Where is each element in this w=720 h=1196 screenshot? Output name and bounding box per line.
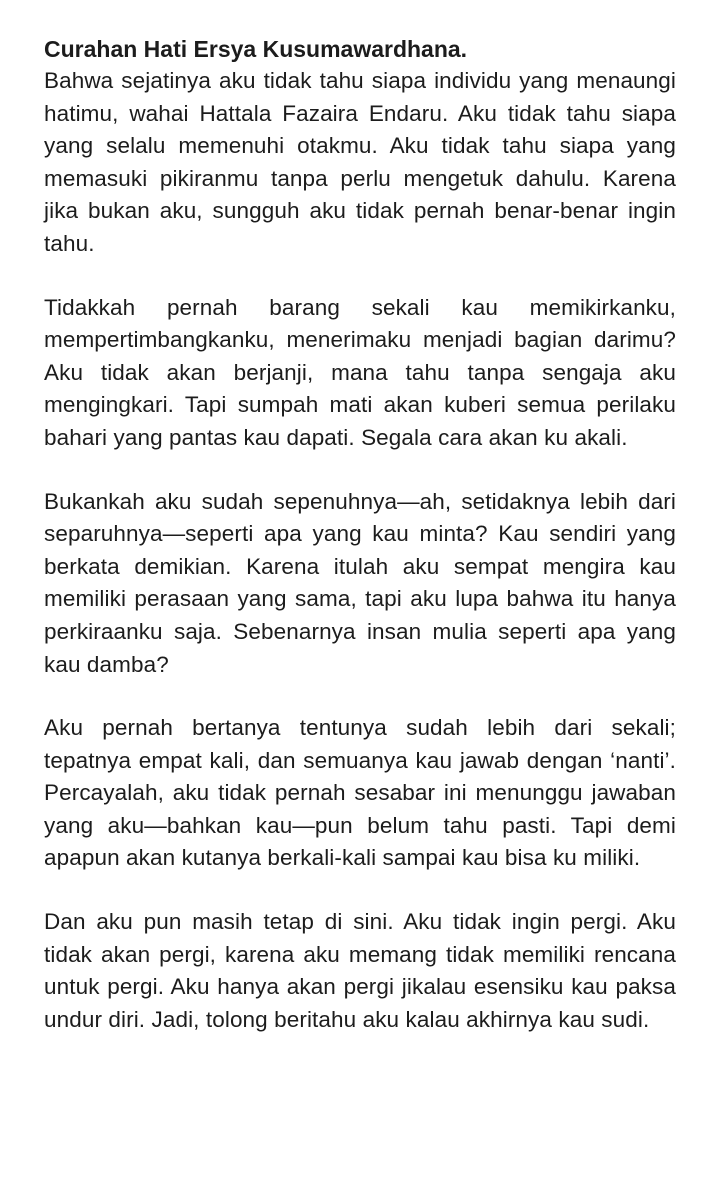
paragraph-4: Aku pernah bertanya tentunya sudah lebih dari sekali; tepatnya empat kali, dan semuanya kau jawab dengan ‘nanti’. Percayalah, aku tidak pernah sesabar ini menunggu jawaban yang aku—bahkan kau—pun belum tahu pasti. Tapi demi apapun akan kutanya berkali-kali sampai kau bisa ku miliki. — [44, 715, 676, 871]
document-title: Curahan Hati Ersya Kusumawardhana. — [44, 36, 468, 62]
paragraph-5: Dan aku pun masih tetap di sini. Aku tidak ingin pergi. Aku tidak akan pergi, karena aku memang tidak memiliki rencana untuk pergi. Aku hanya akan pergi jikalau esensiku kau paksa undur diri. Jadi, tolong beritahu aku kalau akhirnya kau sudi. — [44, 909, 676, 1032]
paragraph-3: Bukankah aku sudah sepenuhnya—ah, setidaknya lebih dari separuhnya—seperti apa yang kau minta? Kau sendiri yang berkata demikian. Karena itulah aku sempat mengira kau memiliki perasaan yang sama, tapi aku lupa bahwa itu hanya perkiraanku saja. Sebenarnya insan mulia seperti apa yang kau damba? — [44, 488, 676, 677]
paragraph-1: Bahwa sejatinya aku tidak tahu siapa individu yang menaungi hatimu, wahai Hattala Fazaira Endaru. Aku tidak tahu siapa yang selalu memenuhi otakmu. Aku tidak tahu siapa yang memasuki pikiranmu tanpa perlu mengetuk dahulu. Karena jika bukan aku, sungguh aku tidak pernah benar-benar ingin tahu. — [44, 68, 676, 256]
paragraph-2: Tidakkah pernah barang sekali kau memikirkanku, mempertimbangkanku, menerimaku menjadi bagian darimu? Aku tidak akan berjanji, mana tahu tanpa sengaja aku mengingkari. Tapi sumpah mati akan kuberi semua perilaku bahari yang pantas kau dapati. Segala cara akan ku akali. — [44, 294, 676, 450]
